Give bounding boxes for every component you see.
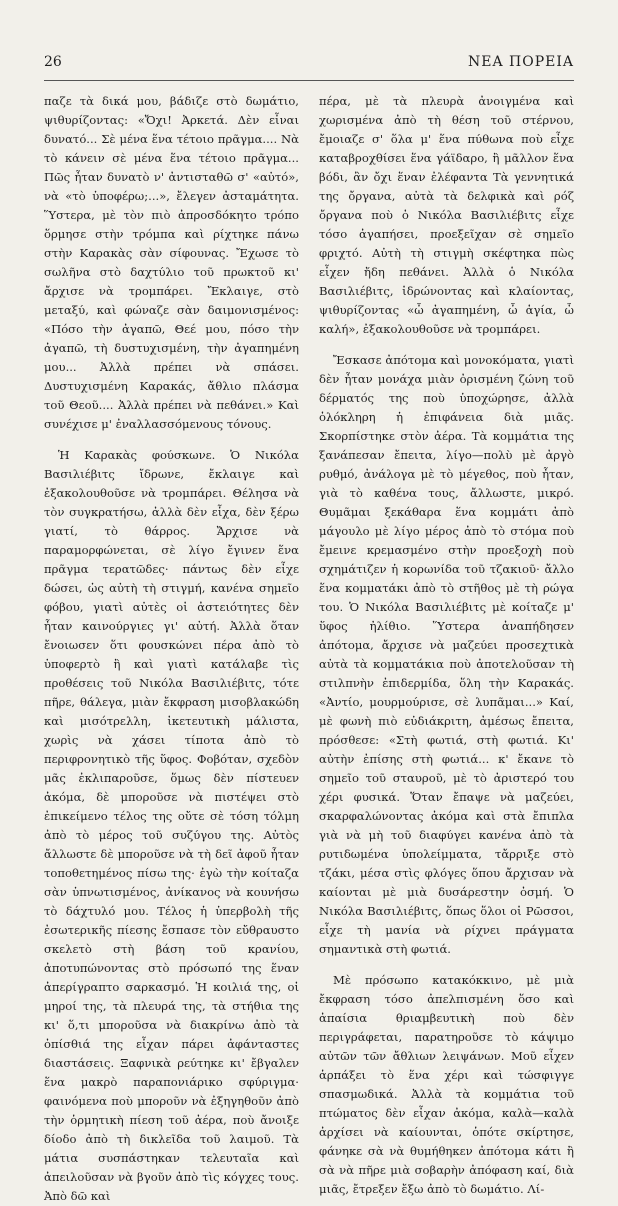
text-columns <box>44 92 574 1203</box>
right-column <box>319 92 574 1196</box>
page-header <box>44 54 574 76</box>
paragraph: Ἔσκασε ἀπότομα καὶ μονοκόματα, γιατὶ δὲν ἦταν μονάχα μιὰν ὀρισμένη ζώνη τοῦ δέρματός της ποὺ ὑποχώρησε, ἀλλὰ ὁλόκληρη ἡ ἐπιφάνεια διὰ μιᾶς. Σκορπίστηκε στὸν ἀέρα. Τὰ κομμάτια της ξανάπεσαν ἔπειτα, λίγο—πολὺ μὲ ἀργὸ ρυθμό, ἀνάλογα μὲ τὸ μέγεθος, ποὺ ἦταν, γιὰ τὸ καθένα τους, ἄλλωστε, μικρό. Θυμᾶμαι ξεκάθαρα ἕνα κομμάτι ἀπὸ μάγουλο μὲ λίγο μέρος ἀπὸ τὸ στόμα ποὺ ἔμεινε κρεμασμένο στὴν προεξοχὴ ποὺ σχημάτιζεν ἡ κορωνίδα τοῦ τζακιοῦ· ἄλλο ἕνα κομματάκι ἀπὸ τὸ στῆθος μὲ τὴ ρώγα του. Ὁ Νικόλα Βασιλιέβιτς μὲ κοίταζε μ' ὕφος ἠλίθιο. Ὕστερα ἀναπήδησεν ἀπότομα, ἄρχισε νὰ μαζεύει προσεχτικὰ αὐτὰ τὰ κομματάκια ποὺ ἀποτελοῦσαν τὴ στιλπνὴν ἐπιδερμίδα, ὅλη τὴν Καρακάς. «Ἀντίο, μουρμούρισε, σὲ λυπᾶμαι...» Καί, μὲ φωνὴ πιὸ εὐδιάκριτη, ἀμέσως ἔπειτα, πρόσθεσε: «Στὴ φωτιά, στὴ φωτιά. Κι' αὐτὴν ἐπίσης στὴ φωτιά... κ' ἔκανε τὸ σημεῖο τοῦ σταυροῦ, μὲ τὸ ἀριστερό του χέρι φυσικά. Ὅταν ἔπαψε νὰ μαζεύει, σκαρφαλώνοντας ἀκόμα καὶ στὰ ἔπιπλα γιὰ νὰ μὴ τοῦ διαφύγει κανένα ἀπὸ τὰ ρυτιδωμένα ὑπολείμματα, τἄρριξε στὸ τζάκι, μέσα στὶς φλόγες ὅπου ἄρχισαν νὰ καίονται μὲ μιὰ δυσάρεστην ὀσμή. Ὁ Νικόλα Βασιλιέβιτς, ὅπως ὅλοι οἱ Ρῶσσοι, εἶχε τὴ μανία νὰ ρίχνει πράγματα σημαντικὰ στὴ φωτιά. <box>319 353 574 956</box>
left-column <box>44 92 299 1203</box>
paragraph: Ἡ Καρακὰς φούσκωνε. Ὁ Νικόλα Βασιλιέβιτς ἴδρωνε, ἔκλαιγε καὶ ἐξακολουθοῦσε νὰ τρομπάρει. Θέλησα νὰ τὸν συγκρατήσω, ἀλλὰ δὲν εἶχα, δὲν ξέρω γιατί, τὸ θάρρος. Ἄρχισε νὰ παραμορφώνεται, σὲ λίγο ἔγινεν ἕνα πρᾶγμα τερατῶδες· πάντως δὲν εἶχε δώσει, ὡς αὐτὴ τὴ στιγμή, κανένα σημεῖο φόβου, γιατὶ αὐτὲς οἱ ἀστειότητες δὲν ἦταν καινούργιες γι' αὐτή. Ἀλλὰ ὅταν ἔνοιωσεν ὅτι φουσκώνει πέρα ἀπὸ τὸ ὑποφερτὸ ἢ καὶ γιατὶ κατάλαβε τὶς προθέσεις τοῦ Νικόλα Βασιλιέβιτς, τότε πῆρε, θάλεγα, μιὰν ἔκφραση μισοβλακώδη καὶ μισότρελλη, ἱκετευτικὴ μάλιστα, χωρὶς νὰ χάσει τίποτα ἀπὸ τὸ περιφρονητικὸ τῆς ὕφος. Φοβόταν, σχεδὸν μᾶς ἐκλιπαροῦσε, ὅμως δὲν πίστευεν ἀκόμα, δὲ μποροῦσε νὰ πιστέψει στὸ ἐπικείμενο τέλος της οὔτε σὲ τόση τόλμη ἀπὸ τὸ μέρος τοῦ συζύγου της. Αὐτὸς ἄλλωστε δὲ μποροῦσε νὰ τὴ δεῖ ἀφοῦ ἦταν τοποθετημένος πίσω της· ἐγὼ τὴν κοίταζα σὰν ὑπνωτισμένος, ἀνίκανος νὰ κουνήσω τὸ δάχτυλό μου. Τέλος ἡ ὑπερβολὴ τῆς ἐσωτερικῆς πίεσης ἔσπασε τὸν εὔθραυστο σκελετὸ στὴ βάση τοῦ κρανίου, ἀποτυπώνοντας στὸ πρόσωπό της ἕναν ἀπερίγραπτο σαρκασμό. Ἡ κοιλιά της, οἱ μηροί της, τὰ πλευρά της, τὰ στήθια της κι' ὅ,τι μποροῦσα νὰ διακρίνω ἀπὸ τὰ ὀπίσθιά της εἶχαν πάρει ἀφάνταστες διαστάσεις. Ξαφνικὰ ρεύτηκε κι' ἔβγαλεν ἕνα μακρὸ παραπονιάρικο σφύριγμα· φαινόμενα ποὺ μποροῦν νὰ ἐξηγηθοῦν ἀπὸ τὴν ὁρμητικὴ πίεση τοῦ ἀέρα, ποὺ ἄνοιξε δίοδο ἀπὸ τὴ δικλεῖδα τοῦ λαιμοῦ. Τὰ μάτια συσπάστηκαν τελευταῖα καὶ ἀπειλοῦσαν νὰ βγοῦν ἀπὸ τὶς κόγχες τους. Ἀπὸ δῶ καὶ <box>44 448 299 1203</box>
paragraph: παζε τὰ δικά μου, βάδιζε στὸ δωμάτιο, ψιθυρίζοντας: «Ὄχι! Ἀρκετά. Δὲν εἶναι δυνατό... Σὲ μένα ἕνα τέτοιο πρᾶγμα.... Νὰ τὸ κάνειν σὲ μένα ἕνα τέτοιο πρᾶγμα... Πῶς ἦταν δυνατὸ ν' ἀντισταθῶ σ' «αὐτό», νὰ «τὸ ὑποφέρω;...», ἔλεγεν ἀσταμάτητα. Ὕστερα, μὲ τὸν πιὸ ἀπροσδόκητο τρόπο ὅρμησε στὴν τρόμπα καὶ ρίχτηκε πάνω στὴν Καρακὰς σὰν σίφουνας. Ἔχωσε τὸ σωλῆνα στὸ δαχτύλιο τοῦ πρωκτοῦ κι' ἄρχισε νὰ τρομπάρει. Ἔκλαιγε, στὸ μεταξύ, καὶ φώναζε σὰν δαιμονισμένος: «Πόσο τὴν ἀγαπῶ, Θεέ μου, πόσο τὴν ἀγαπῶ, τὴ δυστυχισμένη, τὴν ἀγαπημένη μου... Ἀλλὰ πρέπει νὰ σπάσει. Δυστυχισμένη Καρακάς, ἄθλιο πλάσμα τοῦ Θεοῦ.... Ἀλλὰ πρέπει νὰ πεθάνει.» Καὶ συνέχισε μ' ἐναλλασσόμενους τόνους. <box>44 94 299 431</box>
running-title: ΝΕΑ ΠΟΡΕΙΑ <box>468 54 574 70</box>
paragraph: Μὲ πρόσωπο κατακόκκινο, μὲ μιὰ ἔκφραση τόσο ἀπελπισμένη ὅσο καὶ ἀπαίσια θριαμβευτικὴ ποὺ δὲν περιγράφεται, παρατηροῦσε τὸ κάψιμο αὐτῶν τῶν ἄθλιων λειψάνων. Μοῦ εἶχεν ἁρπάξει τὸ ἕνα χέρι καὶ τώσφιγγε σπασμωδικά. Ἀλλὰ τὰ κομμάτια τοῦ πτώματος δὲν εἶχαν ἀκόμα, καλὰ—καλὰ ἀρχίσει νὰ καίουνται, ὁπότε σκίρτησε, φάνηκε σὰ νὰ θυμήθηκεν ἀπότομα κάτι ἢ σὰ νὰ πῆρε μιὰ σοβαρὴν ἀπόφαση καί, διὰ μιᾶς, ἔτρεξεν ἔξω ἀπὸ τὸ δωμάτιο. Λί- <box>319 973 574 1196</box>
page-number: 26 <box>44 54 62 70</box>
paragraph: πέρα, μὲ τὰ πλευρὰ ἀνοιγμένα καὶ χωρισμένα ἀπὸ τὴ θέση τοῦ στέρνου, ἔμοιαζε σ' ὅλα μ' ἕνα πύθωνα ποὺ εἶχε καταβροχθίσει ἕνα γάϊδαρο, ἢ μᾶλλον ἕνα βόδι, ἂν ὄχι ἕναν ἐλέφαντα Τὰ γεννητικά της ὄργανα, αὐτὰ τὰ δελφικὰ καὶ ρόζ ὄργανα ποὺ ὁ Νικόλα Βασιλιέβιτς εἶχε τόσο ἀγαπήσει, προεξεῖχαν σὲ σημεῖο φριχτό. Αὐτὴ τὴ στιγμὴ σκέφτηκα πὼς εἶχεν ἤδη πεθάνει. Ἀλλὰ ὁ Νικόλα Βασιλιέβιτς, ἱδρώνοντας καὶ κλαίοντας, ψιθυρίζοντας «ὦ ἀγαπημένη, ὦ ἁγία, ὦ καλή», ἐξακολουθοῦσε νὰ τρομπάρει. <box>319 94 574 336</box>
header-rule <box>44 80 574 81</box>
